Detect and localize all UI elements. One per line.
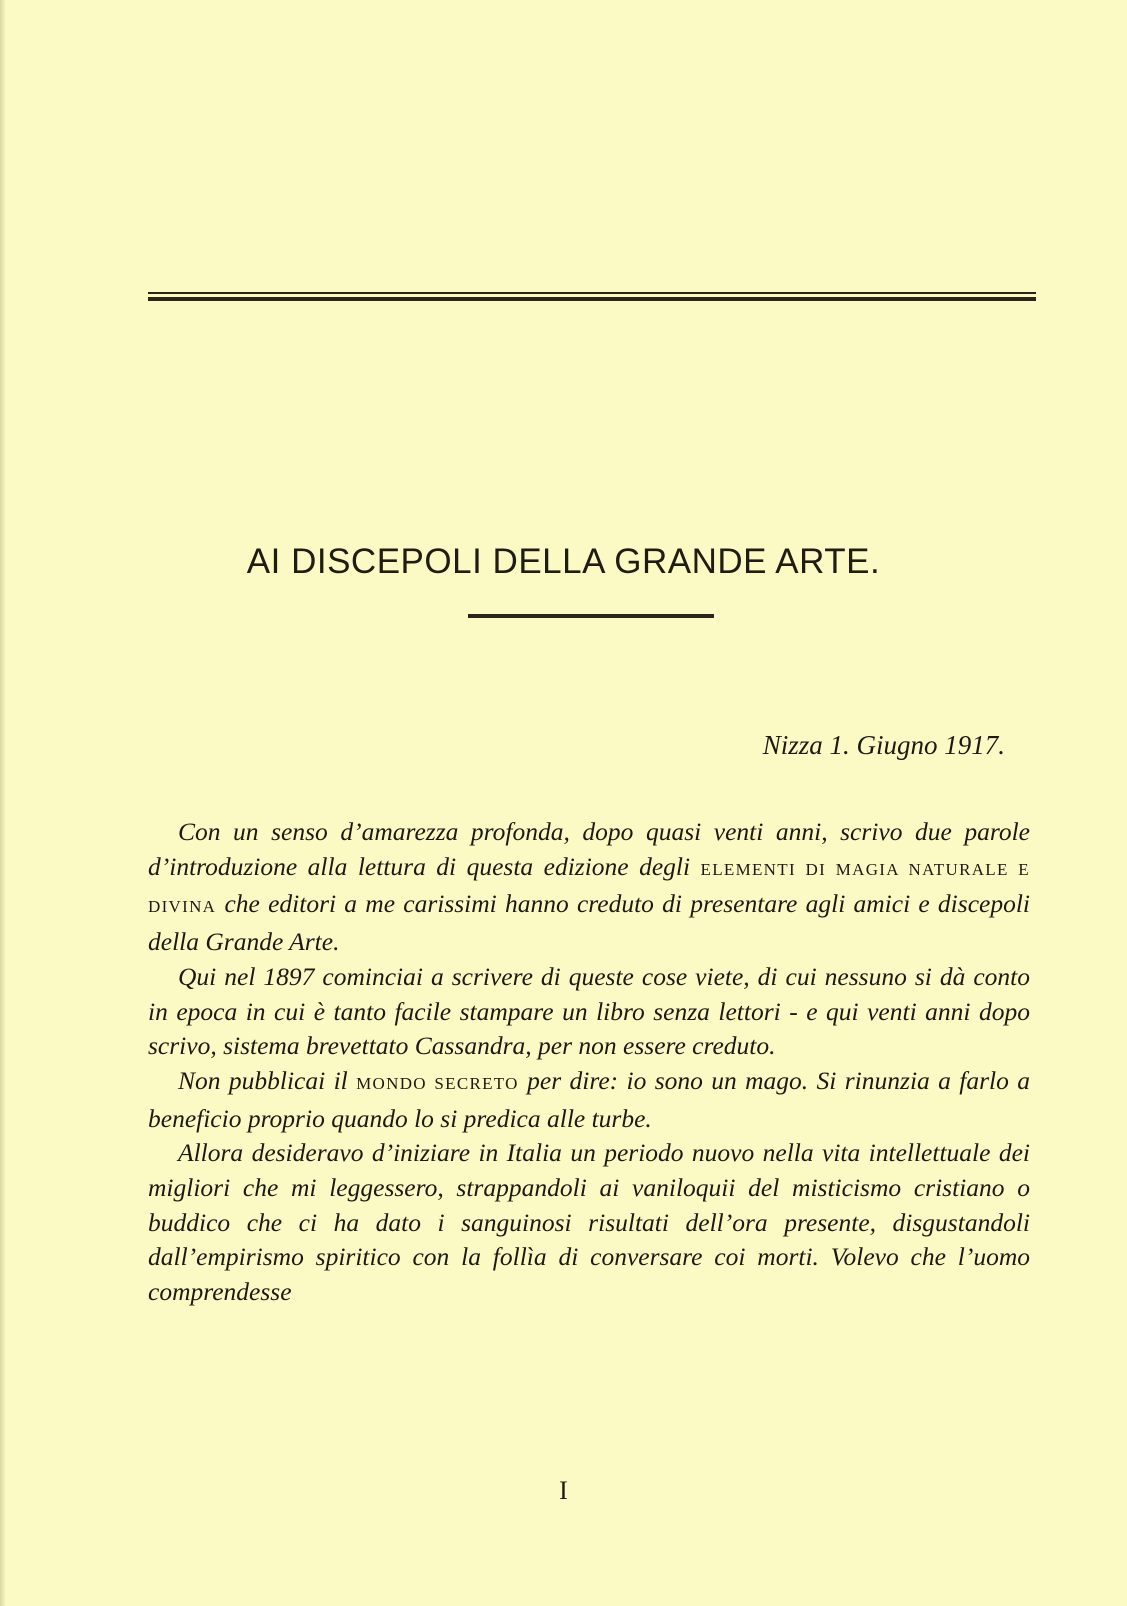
page-number: I — [559, 1476, 568, 1505]
page-edge — [0, 0, 6, 1606]
body-text — [148, 815, 1030, 1310]
top-double-rule — [148, 292, 1036, 294]
chapter-heading: AI DISCEPOLI DELLA GRANDE ARTE. — [246, 542, 881, 581]
small-caps-title: ELEMENTI DI MAGIA NATURALE E DIVINA — [148, 859, 1030, 917]
paragraph-text: Con un senso d’amarezza profonda, dopo quasi venti anni, scrivo due parole d’introduzione alla lettura di questa edizione degli — [148, 817, 1030, 881]
paragraph-text: che editori a me carissimi hanno creduto di presentare agli amici e discepoli della Grande Arte. — [148, 889, 1030, 957]
small-caps-title: MONDO SECRETO — [356, 1073, 519, 1093]
paragraph — [148, 1064, 1030, 1136]
paragraph-text: Non pubblicai il — [178, 1065, 357, 1095]
paragraph — [148, 815, 1030, 960]
heading-underline-rule — [468, 614, 714, 618]
paragraph-text: per dire: io sono un mago. Si rinunzia a farlo a beneficio proprio quando lo si predica alle turbe. — [148, 1065, 1030, 1133]
paragraph — [148, 960, 1030, 1064]
paragraph — [148, 1136, 1030, 1310]
paragraph-text: Allora desideravo d’iniziare in Italia un periodo nuovo nella vita intellettuale dei migliori che mi leggessero, strappandoli ai vaniloquii del misticismo cristiano o buddico che ci ha dato i sanguinosi risultati dell’ora presente, disgustandoli dall’empirismo spiritico con la follìa di conversare coi morti. Volevo che l’uomo comprendesse — [148, 1138, 1030, 1307]
dateline: Nizza 1. Giugno 1917. — [762, 730, 1005, 760]
paragraph-text: Qui nel 1897 cominciai a scrivere di queste cose viete, di cui nessuno si dà conto in epoca in cui è tanto facile stampare un libro senza lettori - e qui venti anni dopo scrivo, sistema brevettato Cassandra, per non essere creduto. — [148, 961, 1030, 1061]
